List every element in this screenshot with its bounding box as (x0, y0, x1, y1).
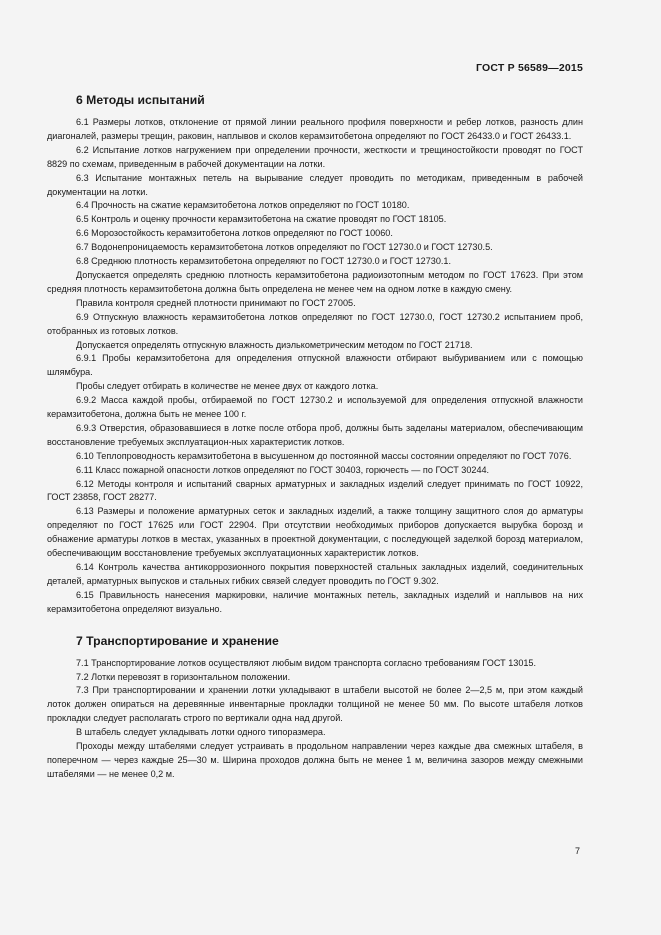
paragraph: 6.10 Теплопроводность керамзитобетона в высушенном до постоянной массы состоянии определяют по ГОСТ 7076. (76, 450, 572, 461)
paragraph: 6.5 Контроль и оценку прочности керамзитобетона на сжатие проводят по ГОСТ 18105. (76, 214, 447, 225)
paragraph: 6.13 Размеры и положение арматурных сеток и закладных изделий, а также толщину защитного слоя до арматуры определяют по ГОСТ 17625 или ГОСТ 22904. При отсутствии необходимых приборов допускается вырубка борозд и обнажение арматуры лотков в местах, указанных в проектной документации, с последующей заделкой борозд материалом, обеспечивающим восстановление требуемых эксплуатационных характеристик лотков. (47, 506, 583, 559)
paragraph: 6.3 Испытание монтажных петель на вырывание следует проводить по методикам, приведенным в рабочей документации на лотки. (47, 172, 583, 197)
section-7-body (47, 657, 583, 782)
paragraph: 6.2 Испытание лотков нагружением при определении прочности, жесткости и трещиностойкости проводят по ГОСТ 8829 по схемам, приведенным в рабочей документации на лотки. (47, 144, 583, 169)
paragraph: Пробы следует отбирать в количестве не менее двух от каждого лотка. (76, 381, 379, 392)
paragraph: 6.14 Контроль качества антикоррозионного покрытия поверхностей стальных закладных изделий, соединительных деталей, арматурных выпусков и стальных гибких связей следует проводить по ГОСТ 9.302. (47, 562, 583, 586)
paragraph: 6.6 Морозостойкость керамзитобетона лотков определяют по ГОСТ 10060. (76, 228, 393, 239)
document-body (47, 92, 583, 782)
paragraph: Допускается определять отпускную влажность диэлькометрическим методом по ГОСТ 21718. (76, 339, 473, 350)
paragraph: 6.1 Размеры лотков, отклонение от прямой линии реального профиля поверхности и ребер лотков, разность длин диагоналей, размеры трещин, раковин, наплывов и сколов керамзитобетона определяют по ГОСТ 26433.0 и ГОСТ 26433.1. (47, 117, 583, 141)
paragraph: 6.9 Отпускную влажность керамзитобетона лотков определяют по ГОСТ 12730.0, ГОСТ 12730.2 испытанием проб, отобранных из готовых лотков. (47, 311, 583, 336)
paragraph: 6.9.2 Масса каждой пробы, отбираемой по ГОСТ 12730.2 и используемой для определения отпускной влажности керамзитобетона, должна быть не менее 100 г. (47, 395, 583, 420)
paragraph: 6.7 Водонепроницаемость керамзитобетона лотков определяют по ГОСТ 12730.0 и ГОСТ 12730.5. (76, 242, 493, 253)
paragraph: Проходы между штабелями следует устраивать в продольном направлении через каждые два смежных штабеля, в поперечном — через каждые 25—30 м. Ширина проходов должна быть не менее 1 м, величина зазоров между смежными штабелями — не менее 0,2 м. (47, 741, 583, 779)
paragraph: 6.9.3 Отверстия, образовавшиеся в лотке после отбора проб, должны быть заделаны материалом, обеспечивающим восстановление требуемых эксплуатацион-ных характеристик лотков. (47, 422, 583, 447)
standard-number: ГОСТ Р 56589—2015 (475, 62, 583, 74)
paragraph: 6.12 Методы контроля и испытаний сварных арматурных и закладных изделий следует принимать по ГОСТ 10922, ГОСТ 23858, ГОСТ 28277. (47, 478, 583, 503)
paragraph: Правила контроля средней плотности принимают по ГОСТ 27005. (76, 297, 356, 308)
paragraph: В штабель следует укладывать лотки одного типоразмера. (76, 727, 326, 738)
page-number: 7 (574, 846, 580, 856)
paragraph: 6.8 Среднюю плотность керамзитобетона определяют по ГОСТ 12730.0 и ГОСТ 12730.1. (76, 256, 451, 267)
paragraph: 6.11 Класс пожарной опасности лотков определяют по ГОСТ 30403, горючесть — по ГОСТ 30244. (76, 464, 490, 475)
section-7-heading: 7 Транспортирование и хранение (76, 633, 279, 648)
paragraph: 7.3 При транспортировании и хранении лотки укладывают в штабели высотой не более 2—2,5 м, при этом каждый лоток должен опираться на деревянные инвентарные прокладки толщиной не менее 50 мм. По высоте штабеля лотков прокладки следует располагать строго по вертикали одна над другой. (47, 685, 583, 724)
section-6-body (47, 116, 583, 617)
paragraph: Допускается определять среднюю плотность керамзитобетона радиоизотопным методом по ГОСТ 17623. При этом средняя плотность керамзитобетона должна быть определена не менее чем на одном лотке в каждую смену. (47, 269, 583, 294)
paragraph: 7.1 Транспортирование лотков осуществляют любым видом транспорта согласно требованиям ГОСТ 13015. (76, 657, 537, 668)
paragraph: 6.9.1 Пробы керамзитобетона для определения отпускной влажности отбирают выбуриванием или с помощью шлямбура. (47, 353, 583, 378)
paragraph: 7.2 Лотки перевозят в горизонтальном положении. (76, 671, 291, 682)
paragraph: 6.15 Правильность нанесения маркировки, наличие монтажных петель, закладных изделий и наплывов на них керамзитобетона определяют визуально. (47, 589, 583, 614)
paragraph: 6.4 Прочность на сжатие керамзитобетона лотков определяют по ГОСТ 10180. (76, 200, 410, 211)
section-6-heading: 6 Методы испытаний (76, 93, 205, 107)
